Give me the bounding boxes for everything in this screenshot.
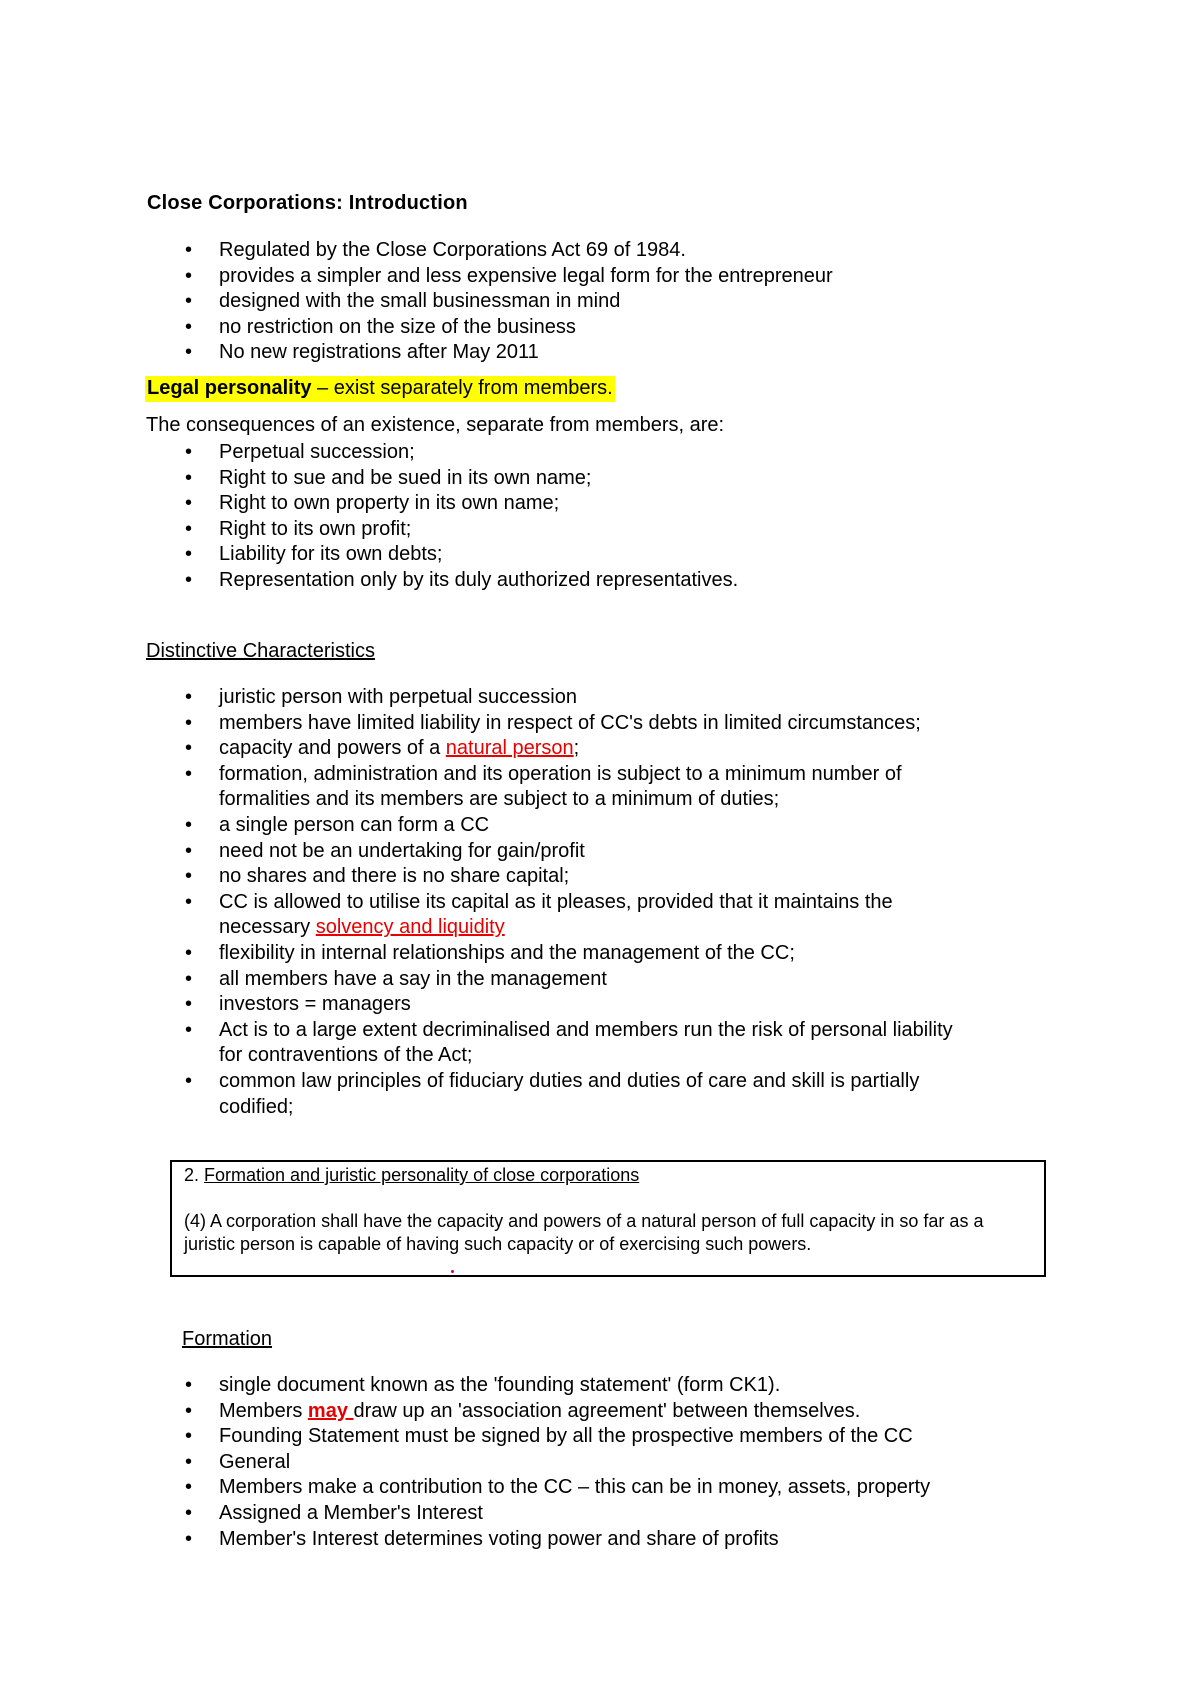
list-item: • designed with the small businessman in mind xyxy=(147,289,833,315)
formation-list xyxy=(147,1373,930,1552)
list-item: • Right to sue and be sued in its own name; xyxy=(147,466,738,492)
list-item: • no restriction on the size of the business xyxy=(147,315,833,341)
list-item: • Liability for its own debts; xyxy=(147,542,738,568)
consequences-list xyxy=(147,440,738,594)
document-title: Close Corporations: Introduction xyxy=(147,192,468,214)
list-item xyxy=(147,762,953,813)
box-heading-number: 2. xyxy=(184,1165,205,1185)
item-text: CC is allowed to utilise its capital as it pleases, provided that it maintains the xyxy=(219,890,893,913)
list-item: • investors = managers xyxy=(147,992,953,1018)
box-heading-text: Formation and juristic personality of close corporations xyxy=(204,1165,640,1185)
item-text: capacity and powers of a xyxy=(219,737,446,760)
legal-personality-label: Legal personality xyxy=(147,377,312,399)
item-text: Act is to a large extent decriminalised and members run the risk of personal liability xyxy=(219,1018,953,1041)
list-item: • Right to its own profit; xyxy=(147,517,738,543)
intro-bullet-list xyxy=(147,238,833,366)
item-text: ; xyxy=(573,737,580,760)
list-item: • flexibility in internal relationships and the management of the CC; xyxy=(147,941,953,967)
list-item: • single document known as the 'founding statement' (form CK1). xyxy=(147,1373,930,1399)
distinctive-heading: Distinctive Characteristics xyxy=(146,640,375,662)
list-item: • Member's Interest determines voting power and share of profits xyxy=(147,1527,930,1553)
list-item xyxy=(147,736,953,762)
item-text: Members xyxy=(219,1399,308,1422)
stray-mark xyxy=(451,1270,454,1273)
list-item xyxy=(147,890,953,941)
list-item xyxy=(147,1399,930,1425)
list-item: • provides a simpler and less expensive legal form for the entrepreneur xyxy=(147,264,833,290)
list-item xyxy=(147,1018,953,1069)
list-item: • all members have a say in the management xyxy=(147,967,953,993)
item-text: necessary xyxy=(219,916,316,939)
list-item: • Assigned a Member's Interest xyxy=(147,1501,930,1527)
item-text: for contraventions of the Act; xyxy=(219,1044,473,1067)
solvency-liquidity-link[interactable]: solvency and liquidity xyxy=(315,916,505,939)
may-link[interactable]: may xyxy=(307,1399,354,1422)
list-item: • Members make a contribution to the CC – this can be in money, assets, property xyxy=(147,1475,930,1501)
item-text: formation, administration and its operation is subject to a minimum number of xyxy=(219,762,902,785)
list-item: • No new registrations after May 2011 xyxy=(147,340,833,366)
list-item: • need not be an undertaking for gain/profit xyxy=(147,839,953,865)
list-item: • Representation only by its duly authorized representatives. xyxy=(147,568,738,594)
distinctive-list xyxy=(147,685,953,1120)
item-text: draw up an 'association agreement' between themselves. xyxy=(353,1399,861,1422)
natural-person-link[interactable]: natural person xyxy=(445,737,574,760)
box-body-text: (4) A corporation shall have the capacity and powers of a natural person of full capacity in so far as a juristic person is capable of having such capacity or of exercising such powers. xyxy=(184,1211,984,1254)
list-item: • members have limited liability in respect of CC's debts in limited circumstances; xyxy=(147,711,953,737)
consequences-intro: The consequences of an existence, separate from members, are: xyxy=(146,414,725,436)
statute-excerpt-box xyxy=(170,1160,1046,1277)
formation-heading: Formation xyxy=(182,1328,273,1350)
list-item: • Right to own property in its own name; xyxy=(147,491,738,517)
list-item: • a single person can form a CC xyxy=(147,813,953,839)
list-item xyxy=(147,1069,953,1120)
list-item: • Regulated by the Close Corporations Act 69 of 1984. xyxy=(147,238,833,264)
list-item: • Perpetual succession; xyxy=(147,440,738,466)
list-item: • no shares and there is no share capital; xyxy=(147,864,953,890)
item-text: common law principles of fiduciary duties and duties of care and skill is partially xyxy=(219,1069,920,1092)
box-heading xyxy=(184,1165,639,1186)
list-item: • juristic person with perpetual succession xyxy=(147,685,953,711)
list-item: • Founding Statement must be signed by all the prospective members of the CC xyxy=(147,1424,930,1450)
item-text: codified; xyxy=(219,1095,294,1118)
legal-personality-text: – exist separately from members. xyxy=(311,377,613,399)
item-text: formalities and its members are subject to a minimum of duties; xyxy=(219,788,780,811)
legal-personality-highlight xyxy=(145,376,615,402)
list-item: • General xyxy=(147,1450,930,1476)
